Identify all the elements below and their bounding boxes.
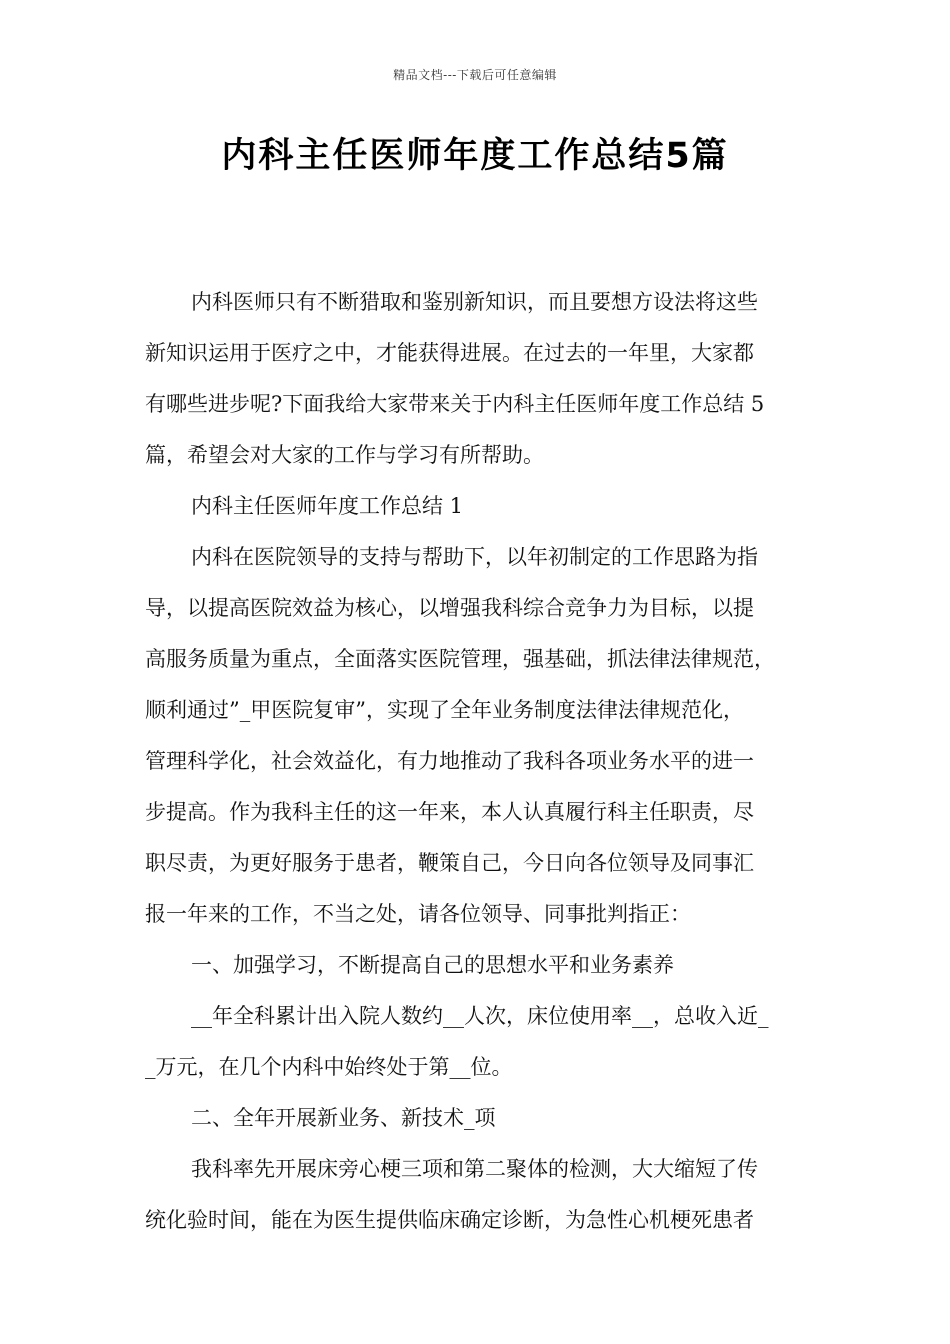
text-line: 高服务质量为重点，全面落实医院管理，强基础，抓法律法律规范， xyxy=(145,647,775,671)
text-line: 管理科学化，社会效益化，有力地推动了我科各项业务水平的进一 xyxy=(145,749,754,773)
text-line: 我科率先开展床旁心梗三项和第二聚体的检测，大大缩短了传 xyxy=(191,1157,758,1181)
header-note: 精品文档---下载后可任意编辑 xyxy=(393,68,557,82)
text-line: 统化验时间，能在为医生提供临床确定诊断，为急性心机梗死患者 xyxy=(145,1208,754,1232)
text-line: 内科医师只有不断猎取和鉴别新知识，而且要想方设法将这些 xyxy=(191,290,758,314)
text-line: _万元，在几个内科中始终处于第__位。 xyxy=(145,1055,513,1079)
text-line: 有哪些进步呢?下面我给大家带来关于内科主任医师年度工作总结 5 xyxy=(145,392,765,416)
text-line: 报一年来的工作，不当之处，请各位领导、同事批判指正： xyxy=(145,902,691,926)
text-line: 二、全年开展新业务、新技术_项 xyxy=(191,1106,496,1130)
document-title: 内科主任医师年度工作总结5篇 xyxy=(221,136,729,176)
text-line: 一、加强学习，不断提高自己的思想水平和业务素养 xyxy=(191,953,674,977)
text-line: 新知识运用于医疗之中，才能获得进展。在过去的一年里，大家都 xyxy=(145,341,754,365)
text-line: 篇，希望会对大家的工作与学习有所帮助。 xyxy=(145,443,544,467)
text-line: 职尽责，为更好服务于患者，鞭策自己，今日向各位领导及同事汇 xyxy=(145,851,754,875)
text-line: 内科主任医师年度工作总结 1 xyxy=(191,494,464,518)
text-line: 顺利通过”_甲医院复审”，实现了全年业务制度法律法律规范化， xyxy=(145,698,744,722)
text-line: __年全科累计出入院人数约__人次，床位使用率__，总收入近_ xyxy=(191,1004,769,1028)
document-body xyxy=(145,284,817,1253)
text-line: 导，以提高医院效益为核心，以增强我科综合竞争力为目标，以提 xyxy=(145,596,754,620)
text-line: 内科在医院领导的支持与帮助下，以年初制定的工作思路为指 xyxy=(191,545,758,569)
text-line: 步提高。作为我科主任的这一年来，本人认真履行科主任职责，尽 xyxy=(145,800,754,824)
